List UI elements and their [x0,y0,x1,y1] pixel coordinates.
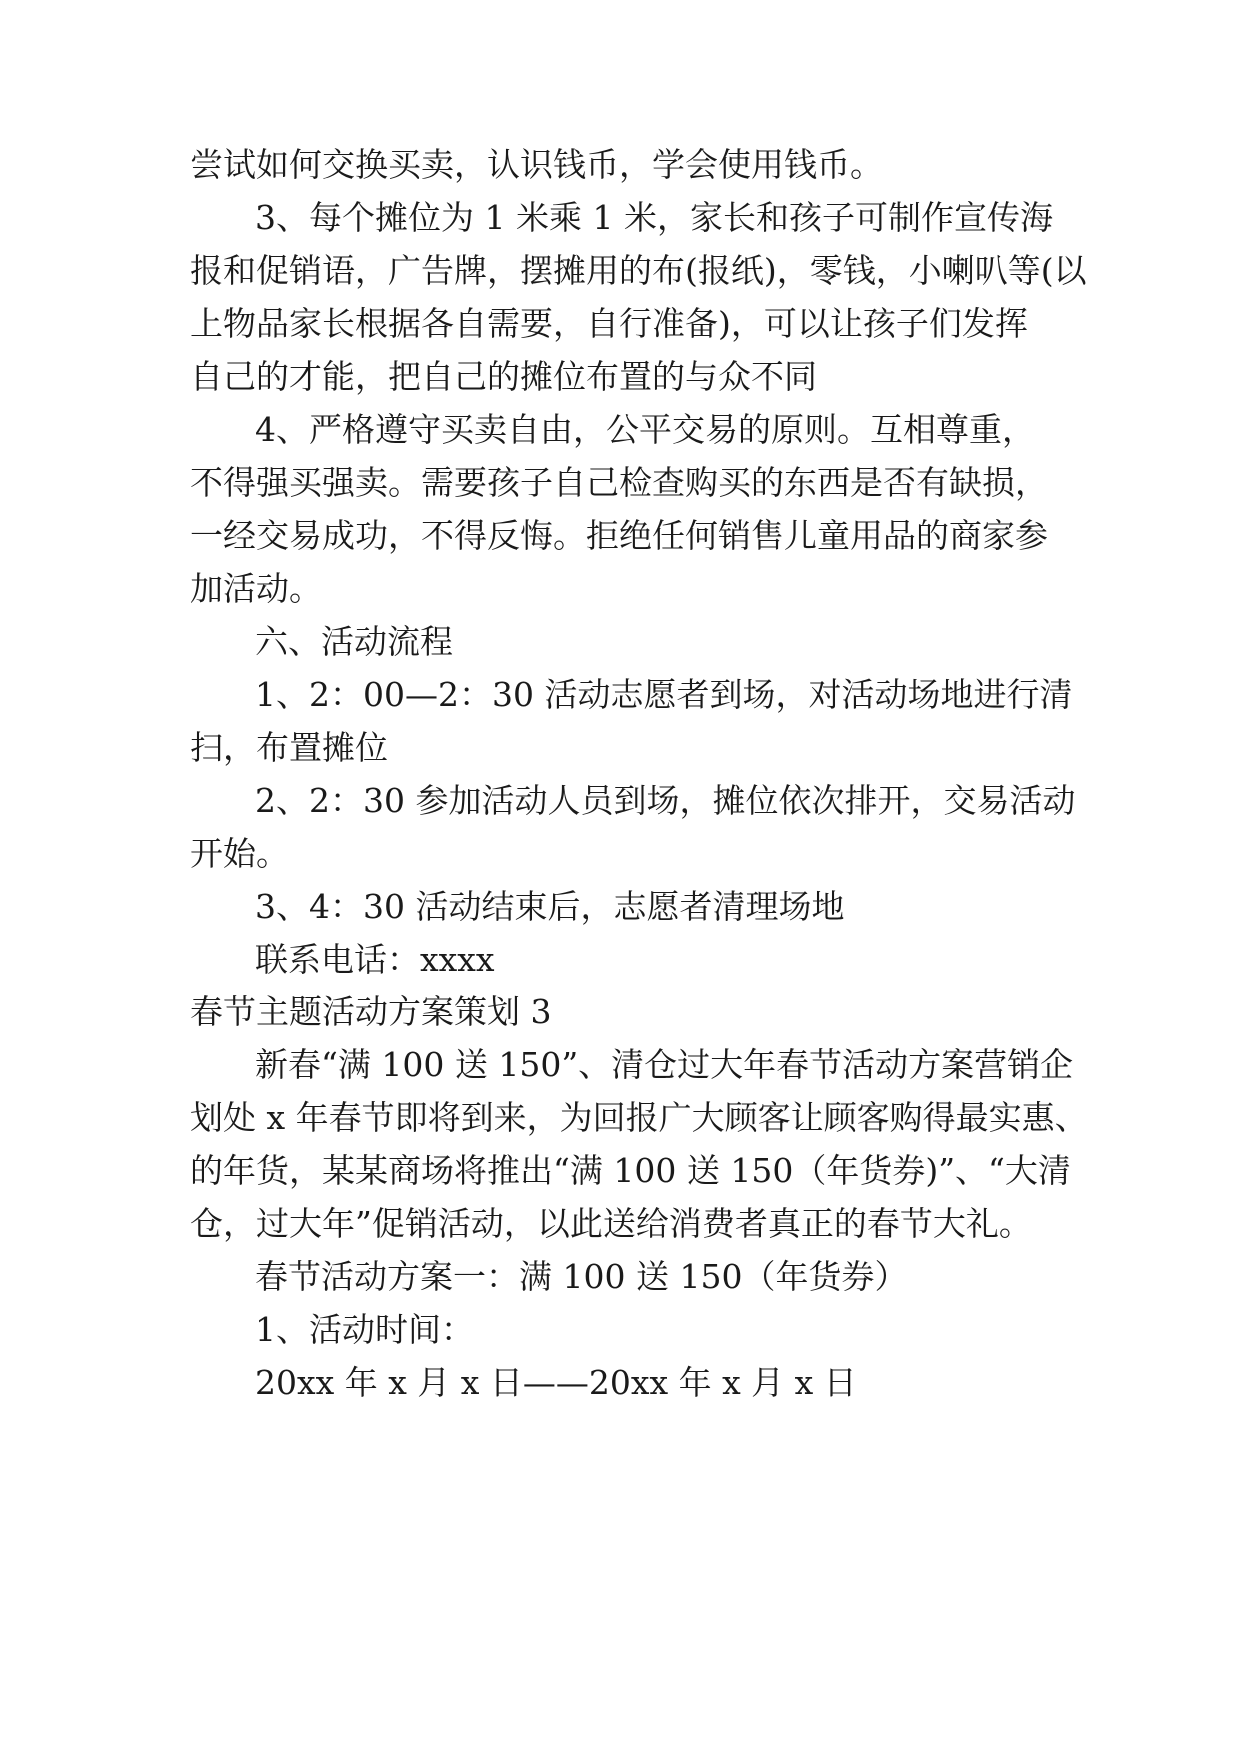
contact-phone: 联系电话：xxxx [255,940,495,979]
text-line: 一经交易成功，不得反悔。拒绝任何销售儿童用品的商家参 [190,516,1048,555]
text-line: 上物品家长根据各自需要，自行准备)，可以让孩子们发挥 [190,304,1028,343]
text-line: 报和促销语，广告牌，摆摊用的布(报纸)，零钱，小喇叭等(以 [190,251,1087,290]
section-heading: 春节活动方案一：满 100 送 150（年货券） [255,1257,908,1296]
text-line: 不得强买强卖。需要孩子自己检查购买的东西是否有缺损， [190,463,1048,502]
text-line: 扫，布置摊位 [190,728,388,767]
text-line: 自己的才能，把自己的摊位布置的与众不同 [190,357,817,396]
text-line: 开始。 [190,834,289,873]
section-heading: 六、活动流程 [255,622,453,661]
text-line: 1、活动时间： [255,1310,474,1349]
text-line: 2、2：30 参加活动人员到场，摊位依次排开，交易活动 [255,781,1076,820]
text-line: 4、严格遵守买卖自由，公平交易的原则。互相尊重， [255,410,1035,449]
text-line: 20xx 年 x 月 x 日——20xx 年 x 月 x 日 [255,1363,857,1402]
text-line: 1、2：00—2：30 活动志愿者到场，对活动场地进行清 [255,675,1073,714]
text-line: 3、4：30 活动结束后，志愿者清理场地 [255,887,845,926]
text-line: 加活动。 [190,569,322,608]
text-line: 仓，过大年”促销活动，以此送给消费者真正的春节大礼。 [190,1204,1032,1243]
text-line: 尝试如何交换买卖，认识钱币，学会使用钱币。 [190,145,883,184]
text-line: 3、每个摊位为 1 米乘 1 米，家长和孩子可制作宣传海 [255,198,1053,237]
section-title: 春节主题活动方案策划 3 [190,992,552,1031]
text-line: 划处 x 年春节即将到来，为回报广大顾客让顾客购得最实惠、 [190,1098,1088,1137]
text-line: 新春“满 100 送 150”、清仓过大年春节活动方案营销企 [255,1045,1074,1084]
text-line: 的年货，某某商场将推出“满 100 送 150（年货券)”、“大清 [190,1151,1071,1190]
